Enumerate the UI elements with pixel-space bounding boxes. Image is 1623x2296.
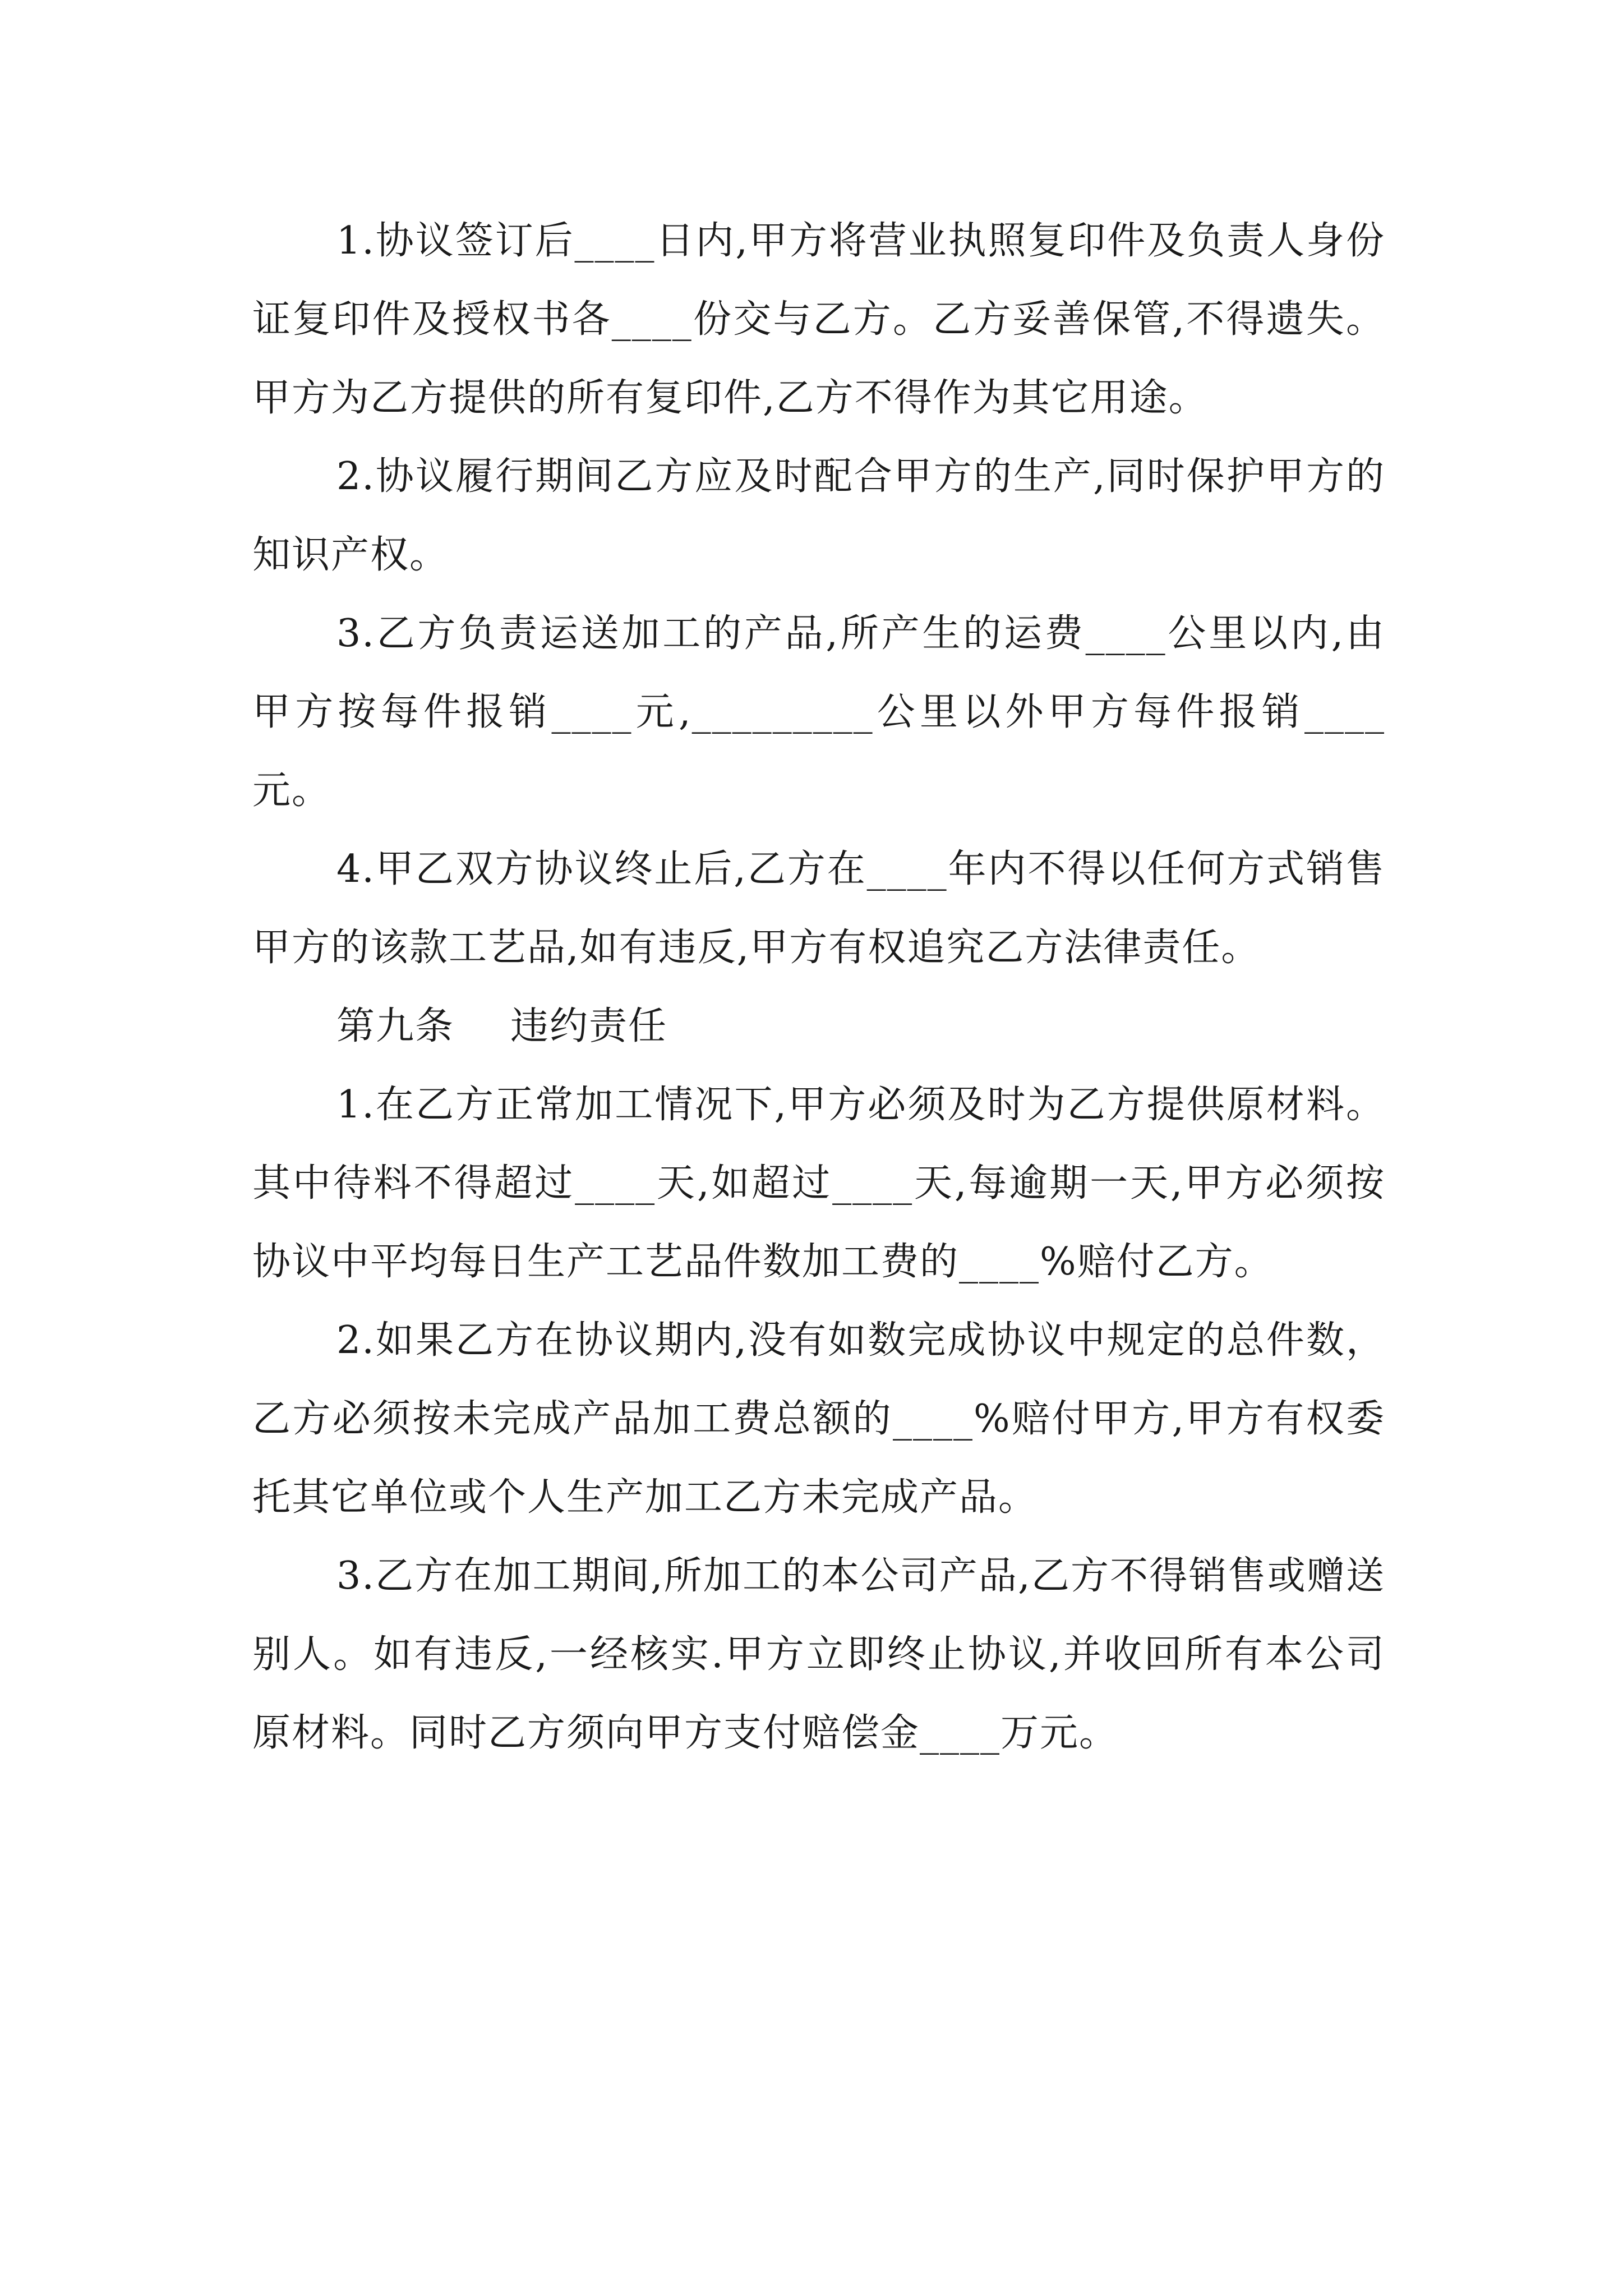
clause-paragraph-4: 4.甲乙双方协议终止后,乙方在____年内不得以任何方式销售甲方的该款工艺品,如有违反,甲方有权追究乙方法律责任。 (252, 847, 1385, 970)
liability-paragraph-2: 2.如果乙方在协议期内,没有如数完成协议中规定的总件数，乙方必须按未完成产品加工费总额的____%赔付甲方,甲方有权委托其它单位或个人生产加工乙方未完成产品。 (252, 1318, 1385, 1520)
liability-paragraph-1: 1.在乙方正常加工情况下,甲方必须及时为乙方提供原材料。其中待料不得超过____天,如超过____天,每逾期一天,甲方必须按协议中平均每日生产工艺品件数加工费的____%赔付乙方。 (252, 1083, 1385, 1284)
article-heading (252, 987, 1385, 1066)
liability-paragraph-3: 3.乙方在加工期间,所加工的本公司产品,乙方不得销售或赠送别人。如有违反,一经核实.甲方立即终止协议,并收回所有本公司原材料。同时乙方须向甲方支付赔偿金____万元。 (252, 1554, 1385, 1755)
document-body (252, 202, 1385, 1773)
clause-paragraph-1: 1.协议签订后____日内,甲方将营业执照复印件及负责人身份证复印件及授权书各____份交与乙方。乙方妥善保管,不得遗失。甲方为乙方提供的所有复印件,乙方不得作为其它用途。 (252, 219, 1385, 420)
clause-paragraph-3: 3.乙方负责运送加工的产品,所产生的运费____公里以内,由甲方按每件报销____元,_________公里以外甲方每件报销____元。 (252, 611, 1385, 813)
clause-paragraph-2: 2.协议履行期间乙方应及时配合甲方的生产,同时保护甲方的知识产权。 (252, 454, 1385, 577)
article-number: 第九条 (336, 1004, 455, 1048)
article-title: 违约责任 (510, 1004, 668, 1048)
